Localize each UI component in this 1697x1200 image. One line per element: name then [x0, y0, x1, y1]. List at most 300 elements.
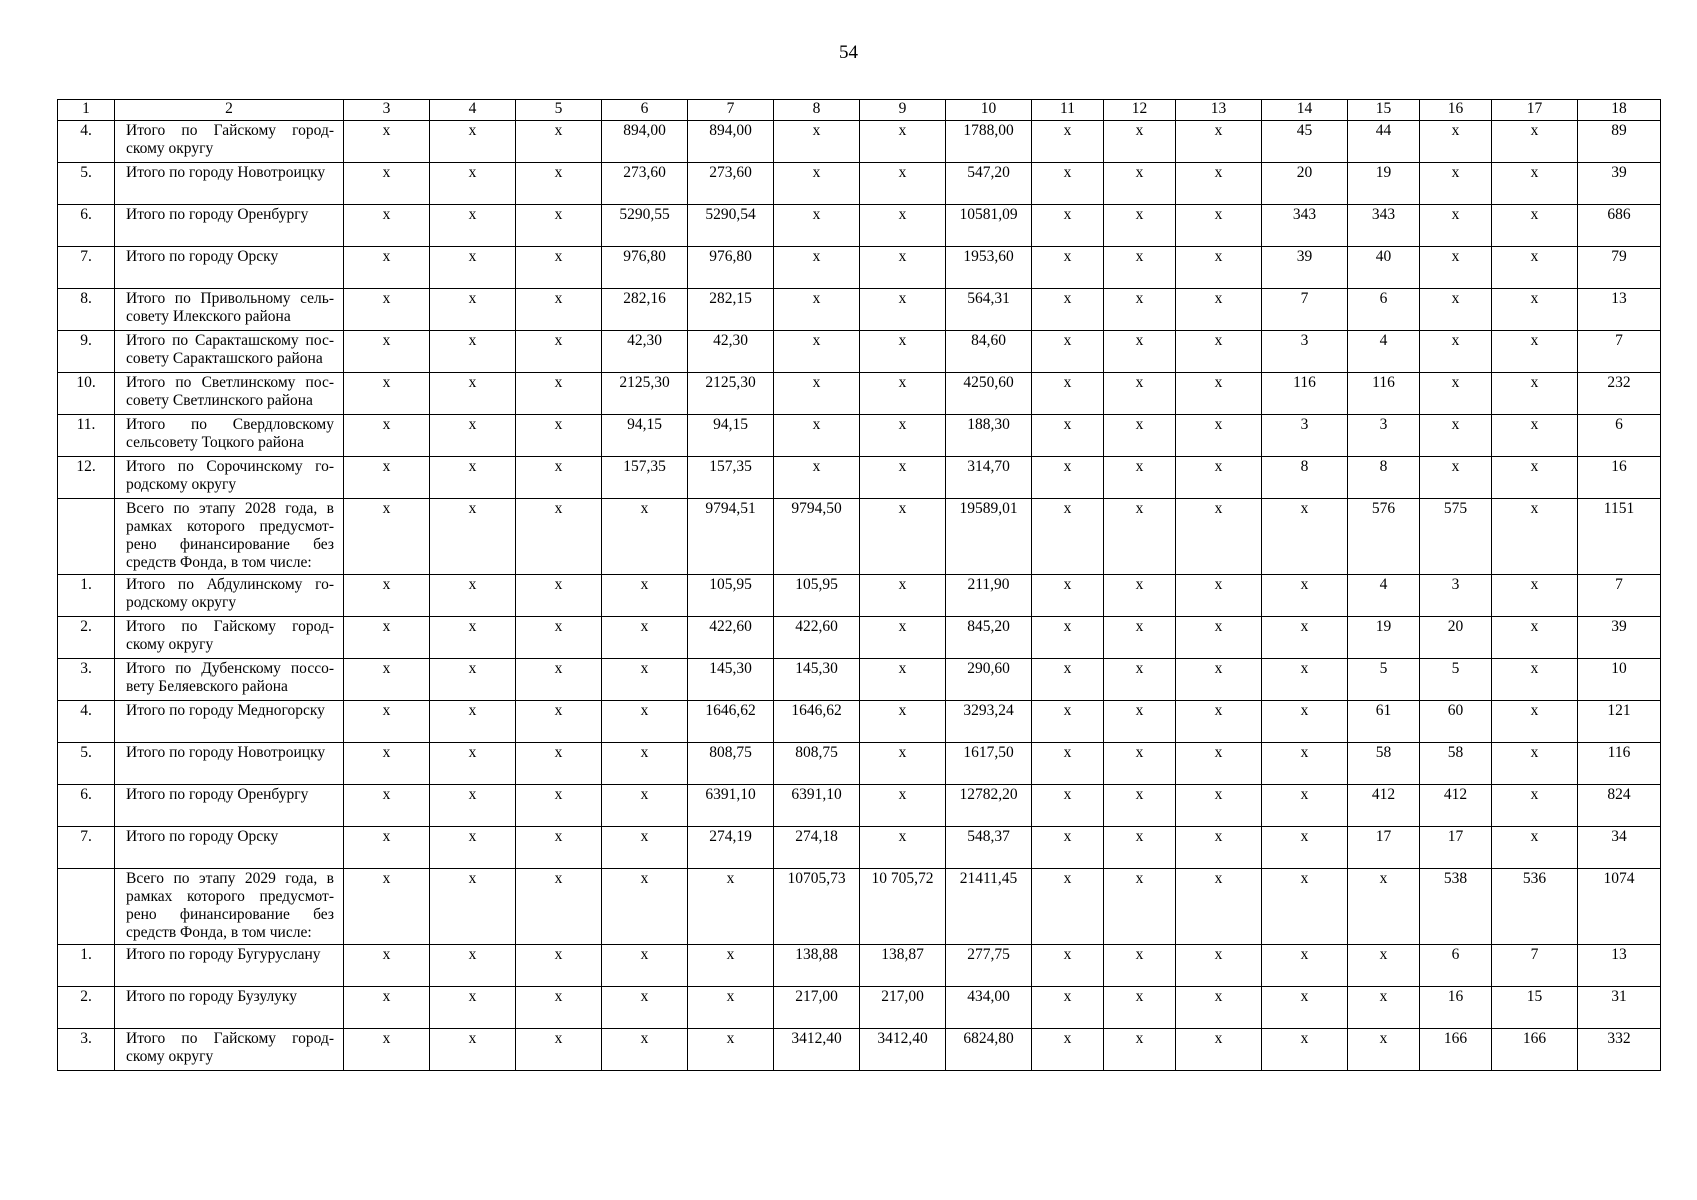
table-cell: х [774, 121, 860, 163]
table-cell: 332 [1578, 1029, 1661, 1071]
table-cell: х [1420, 457, 1492, 499]
table-cell: х [860, 163, 946, 205]
table-cell: 808,75 [688, 743, 774, 785]
table-cell: х [516, 617, 602, 659]
table-cell: х [1492, 289, 1578, 331]
table-cell: х [1104, 247, 1176, 289]
table-cell: х [1032, 617, 1104, 659]
table-row [58, 457, 1661, 499]
column-header: 5 [516, 100, 602, 121]
table-cell: х [344, 163, 430, 205]
table-row [58, 785, 1661, 827]
table-cell: х [602, 701, 688, 743]
table-cell: х [1104, 869, 1176, 945]
table-row [58, 743, 1661, 785]
table-cell: х [1262, 827, 1348, 869]
table-cell: х [344, 659, 430, 701]
table-cell: 10581,09 [946, 205, 1032, 247]
table-cell: 845,20 [946, 617, 1032, 659]
table-cell: х [1176, 785, 1262, 827]
table-cell: х [344, 743, 430, 785]
table-cell: 343 [1348, 205, 1420, 247]
table-cell: х [774, 205, 860, 247]
table-cell: х [688, 869, 774, 945]
table-cell: х [1104, 499, 1176, 575]
table-cell: х [1032, 163, 1104, 205]
table-cell: х [1420, 163, 1492, 205]
table-cell: х [516, 163, 602, 205]
table-cell: 8 [1348, 457, 1420, 499]
column-header: 15 [1348, 100, 1420, 121]
table-row [58, 499, 1661, 575]
table-cell: х [1492, 827, 1578, 869]
row-number-cell: 5. [58, 743, 115, 785]
table-cell: х [774, 457, 860, 499]
column-header: 18 [1578, 100, 1661, 121]
table-cell: х [1104, 701, 1176, 743]
row-number-cell: 6. [58, 785, 115, 827]
table-cell: х [1032, 415, 1104, 457]
table-cell: 94,15 [688, 415, 774, 457]
table-cell: х [1104, 163, 1176, 205]
table-cell: х [344, 121, 430, 163]
table-cell: х [1032, 1029, 1104, 1071]
table-cell: 1617,50 [946, 743, 1032, 785]
table-cell: 84,60 [946, 331, 1032, 373]
table-cell: 3412,40 [860, 1029, 946, 1071]
table-cell: х [430, 659, 516, 701]
table-cell: х [1262, 499, 1348, 575]
table-cell: 808,75 [774, 743, 860, 785]
table-cell: х [1420, 121, 1492, 163]
table-row [58, 701, 1661, 743]
table-cell: х [1420, 247, 1492, 289]
table-cell: х [774, 289, 860, 331]
row-name-cell: Итого по городу Бугуруслану [115, 945, 344, 987]
table-cell: 277,75 [946, 945, 1032, 987]
table-cell: х [1492, 121, 1578, 163]
table-cell: х [1032, 289, 1104, 331]
table-cell: 10705,73 [774, 869, 860, 945]
table-cell: 10 [1578, 659, 1661, 701]
table-cell: 282,15 [688, 289, 774, 331]
table-cell: х [1492, 499, 1578, 575]
table-cell: 16 [1420, 987, 1492, 1029]
column-header: 9 [860, 100, 946, 121]
table-row [58, 869, 1661, 945]
table-cell: х [430, 457, 516, 499]
table-cell: х [1104, 289, 1176, 331]
table-cell: 39 [1578, 617, 1661, 659]
table-cell: 121 [1578, 701, 1661, 743]
table-cell: х [1176, 499, 1262, 575]
table-cell: х [602, 785, 688, 827]
table-cell: х [1262, 785, 1348, 827]
table-cell: 20 [1262, 163, 1348, 205]
table-row [58, 617, 1661, 659]
table-cell: 3293,24 [946, 701, 1032, 743]
table-cell: х [860, 205, 946, 247]
table-cell: х [516, 205, 602, 247]
row-number-cell: 2. [58, 987, 115, 1029]
table-cell: 20 [1420, 617, 1492, 659]
table-cell: х [1032, 331, 1104, 373]
table-cell: х [516, 575, 602, 617]
table-cell: х [1420, 289, 1492, 331]
table-cell: х [1104, 373, 1176, 415]
row-number-cell [58, 869, 115, 945]
table-cell: х [1104, 785, 1176, 827]
table-cell: х [602, 869, 688, 945]
table-cell: х [344, 869, 430, 945]
table-cell: х [1176, 415, 1262, 457]
table-cell: 5 [1348, 659, 1420, 701]
table-cell: х [516, 373, 602, 415]
table-cell: 4250,60 [946, 373, 1032, 415]
table-cell: х [344, 827, 430, 869]
row-name-cell: Итого по городу Оренбургу [115, 205, 344, 247]
table-cell: х [1492, 617, 1578, 659]
table-cell: х [344, 499, 430, 575]
table-cell: х [430, 289, 516, 331]
table-cell: 290,60 [946, 659, 1032, 701]
table-cell: 145,30 [774, 659, 860, 701]
table-cell: х [688, 987, 774, 1029]
table-cell: х [516, 701, 602, 743]
table-cell: х [1032, 373, 1104, 415]
table-row [58, 373, 1661, 415]
table-cell: 4 [1348, 331, 1420, 373]
table-cell: х [1176, 373, 1262, 415]
table-cell: х [1032, 659, 1104, 701]
row-name-cell: Итого по Свердловскому сельсовету Тоцкого района [115, 415, 344, 457]
table-cell: 188,30 [946, 415, 1032, 457]
row-name-cell: Итого по Саракташскому пос-совету Саракташского района [115, 331, 344, 373]
table-cell: х [1420, 415, 1492, 457]
table-cell: х [860, 415, 946, 457]
row-number-cell: 10. [58, 373, 115, 415]
row-name-cell: Итого по Гайскому город-скому округу [115, 1029, 344, 1071]
table-cell: 976,80 [688, 247, 774, 289]
table-cell: 39 [1262, 247, 1348, 289]
table-cell: 412 [1348, 785, 1420, 827]
table-cell: 6391,10 [774, 785, 860, 827]
table-cell: х [1176, 701, 1262, 743]
table-cell: 166 [1420, 1029, 1492, 1071]
table-cell: х [1262, 1029, 1348, 1071]
table-cell: 12782,20 [946, 785, 1032, 827]
row-number-cell: 8. [58, 289, 115, 331]
table-cell: х [1032, 869, 1104, 945]
table-cell: х [860, 575, 946, 617]
table-cell: 314,70 [946, 457, 1032, 499]
row-name-cell: Итого по Гайскому город-скому округу [115, 121, 344, 163]
column-header: 11 [1032, 100, 1104, 121]
column-header: 4 [430, 100, 516, 121]
table-cell: 42,30 [688, 331, 774, 373]
table-cell: х [860, 121, 946, 163]
table-cell: х [344, 701, 430, 743]
table-cell: 58 [1348, 743, 1420, 785]
row-number-cell: 1. [58, 575, 115, 617]
table-cell: 138,88 [774, 945, 860, 987]
table-cell: х [860, 659, 946, 701]
page-number: 54 [839, 42, 858, 63]
table-cell: 9794,51 [688, 499, 774, 575]
row-name-cell: Итого по городу Новотроицку [115, 163, 344, 205]
column-header: 7 [688, 100, 774, 121]
table-cell: х [1262, 701, 1348, 743]
table-cell: 1074 [1578, 869, 1661, 945]
table-cell: х [1032, 575, 1104, 617]
table-row [58, 415, 1661, 457]
table-cell: х [602, 575, 688, 617]
row-number-cell: 4. [58, 121, 115, 163]
table-cell: 1953,60 [946, 247, 1032, 289]
table-cell: х [516, 121, 602, 163]
table-cell: х [1104, 205, 1176, 247]
table-cell: 232 [1578, 373, 1661, 415]
table-cell: 7 [1492, 945, 1578, 987]
header-row [58, 100, 1661, 121]
table-cell: х [1420, 373, 1492, 415]
table-cell: х [1348, 945, 1420, 987]
row-name-cell: Итого по городу Медногорску [115, 701, 344, 743]
table-row [58, 247, 1661, 289]
table-cell: х [1104, 659, 1176, 701]
table-cell: х [430, 373, 516, 415]
table-cell: 894,00 [688, 121, 774, 163]
table-cell: х [774, 415, 860, 457]
table-cell: х [1262, 945, 1348, 987]
table-cell: 3 [1262, 331, 1348, 373]
table-cell: 6824,80 [946, 1029, 1032, 1071]
table-cell: х [344, 575, 430, 617]
table-cell: 282,16 [602, 289, 688, 331]
table-cell: х [1262, 869, 1348, 945]
column-header: 14 [1262, 100, 1348, 121]
table-cell: х [516, 743, 602, 785]
table-cell: х [1104, 743, 1176, 785]
table-cell: 3 [1348, 415, 1420, 457]
table-cell: х [516, 827, 602, 869]
table-cell: х [1492, 575, 1578, 617]
table-cell: 7 [1578, 575, 1661, 617]
table-cell: 6 [1420, 945, 1492, 987]
table-cell: х [430, 415, 516, 457]
table-cell: х [344, 289, 430, 331]
row-name-cell: Итого по Дубенскому поссо-вету Беляевского района [115, 659, 344, 701]
table-cell: 536 [1492, 869, 1578, 945]
table-row [58, 945, 1661, 987]
table-cell: 3 [1262, 415, 1348, 457]
table-cell: 40 [1348, 247, 1420, 289]
table-cell: х [344, 205, 430, 247]
table-cell: х [1348, 987, 1420, 1029]
table-cell: 1788,00 [946, 121, 1032, 163]
table-cell: х [430, 827, 516, 869]
table-cell: х [1348, 1029, 1420, 1071]
column-header: 16 [1420, 100, 1492, 121]
table-cell: х [344, 987, 430, 1029]
row-name-cell: Итого по Привольному сель-совету Илекского района [115, 289, 344, 331]
table-cell: х [430, 121, 516, 163]
row-number-cell: 3. [58, 659, 115, 701]
table-cell: 61 [1348, 701, 1420, 743]
table-cell: х [860, 743, 946, 785]
table-cell: 21411,45 [946, 869, 1032, 945]
table-cell: х [1176, 247, 1262, 289]
table-cell: х [516, 499, 602, 575]
row-name-cell: Итого по Сорочинскому го-родскому округу [115, 457, 344, 499]
table-cell: х [860, 701, 946, 743]
table-cell: 42,30 [602, 331, 688, 373]
table-cell: х [430, 701, 516, 743]
table-cell: х [1176, 331, 1262, 373]
table-cell: х [344, 331, 430, 373]
table-cell: х [1176, 743, 1262, 785]
table-cell: х [860, 827, 946, 869]
table-cell: 19 [1348, 163, 1420, 205]
table-cell: х [1176, 617, 1262, 659]
table-cell: х [516, 289, 602, 331]
table-cell: х [1492, 743, 1578, 785]
row-number-cell: 2. [58, 617, 115, 659]
table-cell: х [1176, 1029, 1262, 1071]
table-cell: 273,60 [688, 163, 774, 205]
table-cell: 7 [1262, 289, 1348, 331]
table-cell: 1151 [1578, 499, 1661, 575]
table-cell: 274,19 [688, 827, 774, 869]
table-cell: 211,90 [946, 575, 1032, 617]
table-cell: х [516, 945, 602, 987]
table-cell: 116 [1348, 373, 1420, 415]
table-cell: 3412,40 [774, 1029, 860, 1071]
table-cell: х [1032, 987, 1104, 1029]
table-cell: 9794,50 [774, 499, 860, 575]
table-cell: х [1176, 827, 1262, 869]
table-cell: х [516, 457, 602, 499]
table-cell: х [1104, 575, 1176, 617]
table-cell: 343 [1262, 205, 1348, 247]
table-cell: 5290,54 [688, 205, 774, 247]
table-cell: 44 [1348, 121, 1420, 163]
table-cell: х [688, 945, 774, 987]
table-cell: 39 [1578, 163, 1661, 205]
table-cell: 8 [1262, 457, 1348, 499]
table-cell: х [1492, 331, 1578, 373]
table-cell: 116 [1262, 373, 1348, 415]
table-cell: х [860, 247, 946, 289]
table-cell: х [1420, 331, 1492, 373]
table-cell: 45 [1262, 121, 1348, 163]
table-cell: х [774, 331, 860, 373]
table-cell: х [344, 1029, 430, 1071]
table-cell: х [688, 1029, 774, 1071]
table-cell: х [1032, 247, 1104, 289]
table-cell: 412 [1420, 785, 1492, 827]
row-name-cell: Итого по Абдулинскому го-родскому округу [115, 575, 344, 617]
table-cell: 576 [1348, 499, 1420, 575]
table-cell: 4 [1348, 575, 1420, 617]
table-cell: х [430, 1029, 516, 1071]
table-cell: 13 [1578, 945, 1661, 987]
table-cell: 79 [1578, 247, 1661, 289]
table-cell: 166 [1492, 1029, 1578, 1071]
row-name-cell: Итого по городу Оренбургу [115, 785, 344, 827]
table-cell: х [860, 785, 946, 827]
table-cell: х [1032, 785, 1104, 827]
table-cell: х [430, 205, 516, 247]
table-cell: х [602, 827, 688, 869]
table-cell: х [1492, 205, 1578, 247]
data-table [57, 99, 1661, 1071]
table-cell: х [430, 499, 516, 575]
table-cell: х [516, 247, 602, 289]
table-cell: х [1262, 617, 1348, 659]
table-cell: х [1032, 205, 1104, 247]
table-cell: х [430, 331, 516, 373]
table-cell: 15 [1492, 987, 1578, 1029]
table-cell: х [1176, 987, 1262, 1029]
table-cell: 138,87 [860, 945, 946, 987]
row-name-cell: Всего по этапу 2029 года, в рамках которого предусмот-рено финансирование без средств Фонда, в том числе: [115, 869, 344, 945]
table-cell: 1646,62 [774, 701, 860, 743]
table-cell: х [430, 785, 516, 827]
table-cell: х [1492, 785, 1578, 827]
table-cell: х [1262, 575, 1348, 617]
table-cell: х [602, 659, 688, 701]
table-cell: х [430, 945, 516, 987]
table-cell: х [1492, 373, 1578, 415]
table-cell: 58 [1420, 743, 1492, 785]
table-cell: х [1176, 575, 1262, 617]
table-cell: х [774, 163, 860, 205]
table-cell: х [1104, 827, 1176, 869]
table-cell: 1646,62 [688, 701, 774, 743]
row-number-cell: 9. [58, 331, 115, 373]
table-cell: 145,30 [688, 659, 774, 701]
table-cell: х [860, 499, 946, 575]
table-cell: 89 [1578, 121, 1661, 163]
table-cell: х [1032, 499, 1104, 575]
table-cell: х [602, 743, 688, 785]
row-name-cell: Всего по этапу 2028 года, в рамках которого предусмот-рено финансирование без средств Фонда, в том числе: [115, 499, 344, 575]
row-number-cell: 7. [58, 827, 115, 869]
table-cell: 2125,30 [688, 373, 774, 415]
table-cell: 17 [1348, 827, 1420, 869]
row-name-cell: Итого по городу Бузулуку [115, 987, 344, 1029]
table-cell: х [516, 869, 602, 945]
table-cell: х [860, 457, 946, 499]
table-cell: х [1032, 121, 1104, 163]
column-header: 8 [774, 100, 860, 121]
row-name-cell: Итого по городу Новотроицку [115, 743, 344, 785]
table-cell: 16 [1578, 457, 1661, 499]
table-cell: 3 [1420, 575, 1492, 617]
table-cell: х [430, 617, 516, 659]
table-cell: х [1104, 987, 1176, 1029]
row-number-cell: 3. [58, 1029, 115, 1071]
column-header: 3 [344, 100, 430, 121]
table-cell: х [602, 617, 688, 659]
table-cell: 538 [1420, 869, 1492, 945]
table-cell: х [1492, 415, 1578, 457]
column-header: 12 [1104, 100, 1176, 121]
table-cell: 34 [1578, 827, 1661, 869]
table-cell: 60 [1420, 701, 1492, 743]
row-number-cell [58, 499, 115, 575]
